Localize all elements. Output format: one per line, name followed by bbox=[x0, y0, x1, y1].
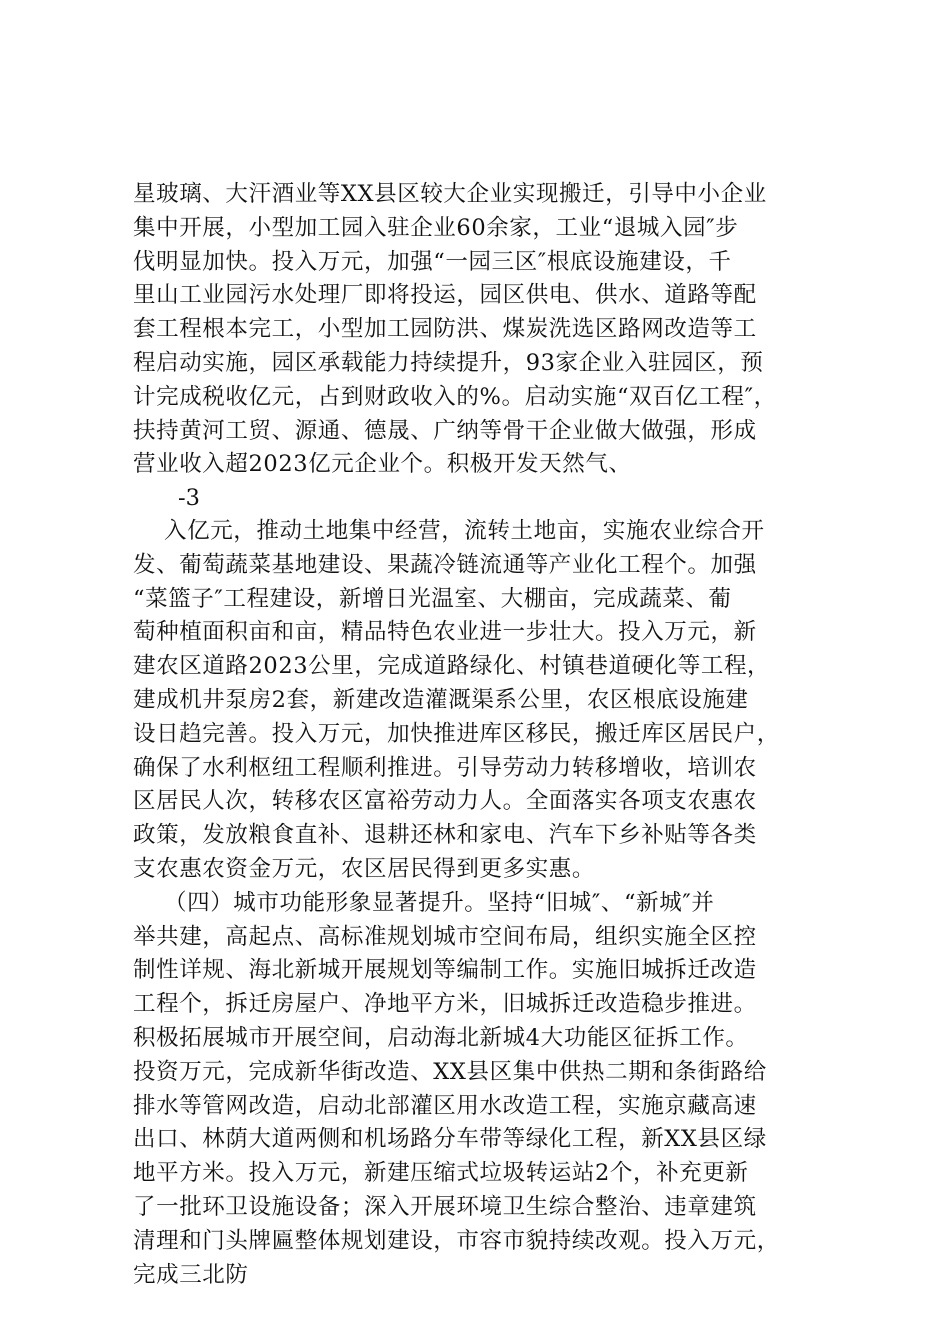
text-line: 排水等管网改造，启动北部灌区用水改造工程，实施京藏高速 bbox=[133, 1092, 757, 1119]
text-line: 集中开展，小型加工园入驻企业60余家，工业“退城入园″步 bbox=[133, 214, 739, 241]
text-line: 发、葡萄蔬菜基地建设、果蔬冷链流通等产业化工程个。加强 bbox=[133, 551, 757, 578]
text-line: 政策，发放粮食直补、退耕还林和家电、汽车下乡补贴等各类 bbox=[133, 822, 757, 849]
text-line: 投资万元，完成新华街改造、XX县区集中供热二期和条街路给 bbox=[133, 1058, 767, 1085]
text-line: 里山工业园污水处理厂即将投运，园区供电、供水、道路等配 bbox=[133, 282, 757, 309]
paragraph-block-industry bbox=[133, 178, 853, 482]
text-line: 伐明显加快。投入万元，加强“一园三区″根底设施建设，千 bbox=[133, 248, 732, 275]
text-line: 确保了水利枢纽工程顺利推进。引导劳动力转移增收，培训农 bbox=[133, 754, 757, 781]
text-line: 清理和门头牌匾整体规划建设，市容市貌持续改观。投入万元， bbox=[133, 1227, 780, 1254]
text-line: 营业收入超2023亿元企业个。积极开发天然气、 bbox=[133, 451, 632, 478]
text-line: 完成三北防 bbox=[133, 1261, 249, 1288]
text-line: 设日趋完善。投入万元，加快推进库区移民，搬迁库区居民户， bbox=[133, 720, 780, 747]
text-line: 出口、林荫大道两侧和机场路分车带等绿化工程，新XX县区绿 bbox=[133, 1126, 767, 1153]
text-line: 计完成税收亿元，占到财政收入的%。启动实施“双百亿工程″， bbox=[133, 383, 777, 410]
text-line: 建农区道路2023公里，完成道路绿化、村镇巷道硬化等工程， bbox=[133, 653, 771, 680]
text-line: 入亿元，推动土地集中经营，流转土地亩，实施农业综合开 bbox=[133, 518, 765, 544]
text-line: 制性详规、海北新城开展规划等编制工作。实施旧城拆迁改造 bbox=[133, 957, 757, 984]
text-line: 举共建，高起点、高标准规划城市空间布局，组织实施全区控 bbox=[133, 923, 757, 950]
text-line: 萄种植面积亩和亩，精品特色农业进一步壮大。投入万元，新 bbox=[133, 619, 757, 646]
text-line: “菜篮子″工程建设，新增日光温室、大棚亩，完成蔬菜、葡 bbox=[133, 585, 732, 612]
text-line: 支农惠农资金万元，农区居民得到更多实惠。 bbox=[133, 855, 596, 882]
page-number-marker: -3 bbox=[178, 485, 200, 511]
text-line: （四）城市功能形象显著提升。坚持“旧城″、“新城″并 bbox=[133, 889, 715, 916]
text-line: 地平方米。投入万元，新建压缩式垃圾转运站2个，补充更新 bbox=[133, 1160, 749, 1187]
text-line: 工程个，拆迁房屋户、净地平方米，旧城拆迁改造稳步推进。 bbox=[133, 991, 757, 1018]
paragraph-block-agriculture-city bbox=[133, 515, 853, 1292]
text-line: 积极拓展城市开展空间，启动海北新城4大功能区征拆工作。 bbox=[133, 1024, 749, 1051]
text-line: 套工程根本完工，小型加工园防洪、煤炭洗选区路网改造等工 bbox=[133, 316, 757, 343]
text-line: 区居民人次，转移农区富裕劳动力人。全面落实各项支农惠农 bbox=[133, 788, 757, 815]
text-line: 星玻璃、大汗酒业等XX县区较大企业实现搬迁，引导中小企业 bbox=[133, 181, 767, 207]
text-line: 扶持黄河工贸、源通、德晟、广纳等骨干企业做大做强，形成 bbox=[133, 417, 757, 444]
text-line: 建成机井泵房2套，新建改造灌溉渠系公里，农区根底设施建 bbox=[133, 686, 749, 713]
text-line: 了一批环卫设施设备；深入开展环境卫生综合整治、违章建筑 bbox=[133, 1193, 757, 1220]
text-line: 程启动实施，园区承载能力持续提升，93家企业入驻园区，预 bbox=[133, 349, 764, 376]
